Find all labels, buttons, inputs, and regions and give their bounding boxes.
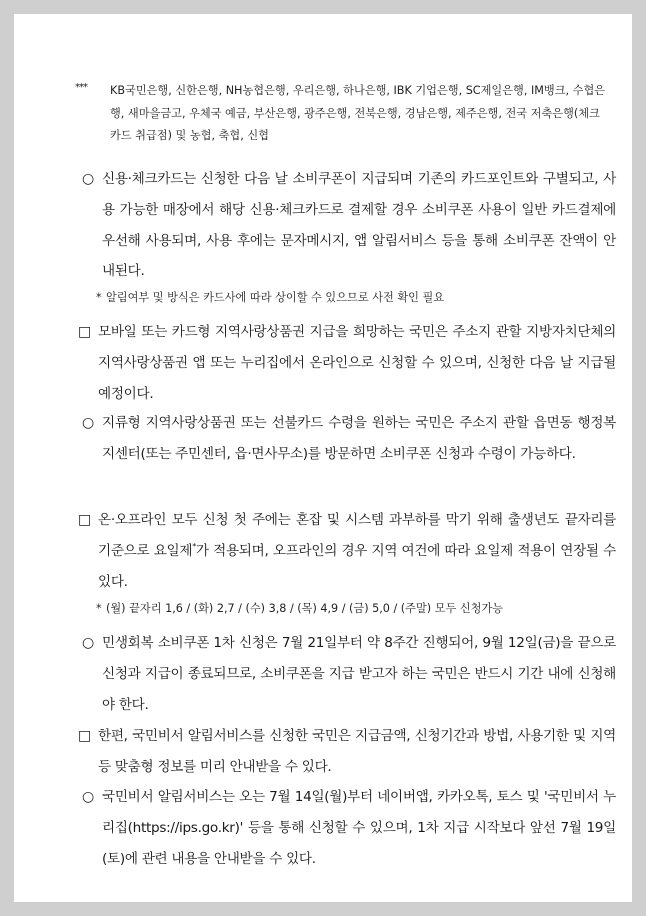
circle-bullet: ○ [82, 415, 94, 431]
paragraph-application-period [82, 628, 616, 720]
paragraph-text: 한편, 국민비서 알림서비스를 신청한 국민은 지급금액, 신청기간과 방법, 사용기한 및 지역 등 맞춤형 정보를 미리 안내받을 수 있다. [98, 728, 616, 775]
paragraph-text: 신용·체크카드는 신청한 다음 날 소비쿠폰이 지급되며 기존의 카드포인트와 구별되고, 사용 가능한 매장에서 해당 신용·체크카드로 결제할 경우 소비쿠폰 사용이 일반 카드결제에 우선해 사용되며, 사용 후에는 문자메시지, 앱 알림서비스 등을 통해 소비쿠폰 잔액이 안내된다. [102, 171, 616, 280]
note-text: 알림여부 및 방식은 카드사에 따라 상이할 수 있으므로 사전 확인 필요 [106, 291, 445, 304]
circle-bullet: ○ [82, 789, 94, 805]
paragraph-weekday-system [78, 505, 616, 597]
document-page [14, 14, 632, 902]
paragraph-paper-voucher [82, 408, 616, 470]
paragraph-secretary-service [78, 721, 616, 783]
footnote-bank-text: KB국민은행, 신한은행, NH농협은행, 우리은행, 하나은행, IBK 기업은행, SC제일은행, IM뱅크, 수협은행, 새마을금고, 우체국 예금, 부산은행, 광주은행, 전북은행, 경남은행, 제주은행, 전국 저축은행(체크카드 취급점) 및 농협, 축협, 신협 [110, 84, 606, 143]
note-weekday-schedule [96, 599, 616, 619]
paragraph-text: 지류형 지역사랑상품권 또는 선불카드 수령을 원하는 국민은 주소지 관할 읍면동 행정복지센터(또는 주민센터, 읍·면사무소)를 방문하면 소비쿠폰 신청과 수령이 가능하다. [102, 415, 616, 462]
asterisk-marker: * [96, 291, 102, 304]
footnote-ref: * [192, 541, 196, 551]
paragraph-text-part1: 온·오프라인 모두 신청 첫 주에는 혼잡 및 시스템 과부하를 막기 위해 출생년도 끝자리를 기준으로 요일제 [98, 512, 616, 559]
footnote-marker-triple: *** [75, 82, 87, 93]
asterisk-marker: * [96, 602, 102, 615]
square-bullet: □ [78, 324, 91, 340]
note-text: (월) 끝자리 1,6 / (화) 2,7 / (수) 3,8 / (목) 4,9 / (금) 5,0 / (주말) 모두 신청가능 [106, 602, 504, 615]
note-card-notification [96, 288, 616, 308]
square-bullet: □ [78, 512, 91, 528]
paragraph-text: 모바일 또는 카드형 지역사랑상품권 지급을 희망하는 국민은 주소지 관할 지방자치단체의 지역사랑상품권 앱 또는 누리집에서 온라인으로 신청할 수 있으며, 신청한 다음 날 지급될 예정이다. [98, 324, 616, 402]
footnote-bank-list [75, 80, 610, 148]
paragraph-text [78, 505, 616, 597]
circle-bullet: ○ [82, 171, 94, 187]
paragraph-text: 민생회복 소비쿠폰 1차 신청은 7월 21일부터 약 8주간 진행되어, 9월 12일(금)을 끝으로 신청과 지급이 종료되므로, 소비쿠폰을 지급 받고자 하는 국민은 반드시 기간 내에 신청해야 한다. [102, 635, 616, 713]
paragraph-secretary-signup [82, 782, 616, 874]
circle-bullet: ○ [82, 635, 94, 651]
paragraph-text: 국민비서 알림서비스는 오는 7월 14일(월)부터 네이버앱, 카카오톡, 토스 및 '국민비서 누리집(https://ips.go.kr)' 등을 통해 신청할 수 있으며, 1차 지급 시작보다 앞선 7월 19일(토)에 관련 내용을 안내받을 수 있다. [102, 789, 616, 867]
paragraph-card-coupon [82, 164, 616, 287]
paragraph-text-part2: 가 적용되며, 오프라인의 경우 지역 여건에 따라 요일제 적용이 연장될 수 있다. [98, 542, 616, 590]
paragraph-mobile-voucher [78, 317, 616, 409]
square-bullet: □ [78, 728, 91, 744]
